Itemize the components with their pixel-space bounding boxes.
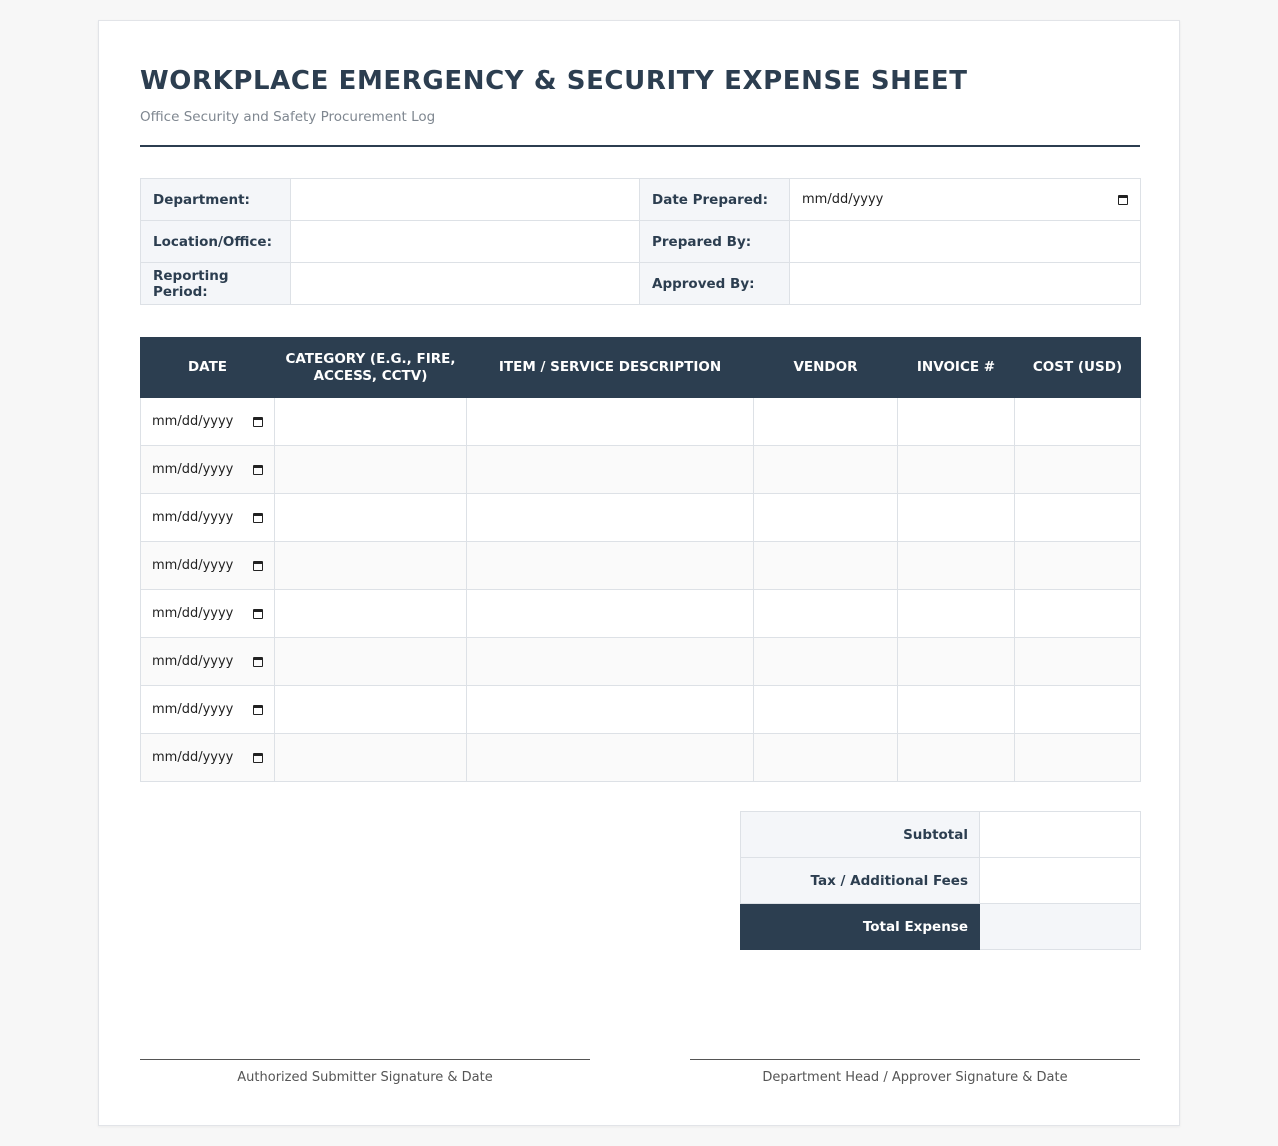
date-cell[interactable]: [141, 446, 275, 494]
row-date-value: mm/dd/yyyy: [152, 750, 234, 765]
calendar-icon[interactable]: [253, 465, 263, 475]
category-cell[interactable]: [275, 734, 467, 782]
column-header-vendor: VENDOR: [754, 338, 898, 398]
approved-by-field[interactable]: [790, 263, 1141, 305]
date-cell[interactable]: [141, 734, 275, 782]
category-cell[interactable]: [275, 542, 467, 590]
date-cell[interactable]: [141, 398, 275, 446]
calendar-icon[interactable]: [253, 417, 263, 427]
description-cell[interactable]: [467, 542, 754, 590]
row-date-value: mm/dd/yyyy: [152, 654, 234, 669]
date-prepared-field[interactable]: [790, 179, 1141, 221]
row-date-value: mm/dd/yyyy: [152, 702, 234, 717]
cost-cell[interactable]: [1015, 446, 1141, 494]
header-divider: [140, 145, 1140, 147]
table-row: [141, 446, 1141, 494]
row-date-value: mm/dd/yyyy: [152, 606, 234, 621]
row-date-value: mm/dd/yyyy: [152, 510, 234, 525]
page-subtitle: Office Security and Safety Procurement Log: [140, 109, 436, 125]
table-row: [141, 734, 1141, 782]
date-cell[interactable]: [141, 494, 275, 542]
vendor-cell[interactable]: [754, 398, 898, 446]
tax-field[interactable]: [980, 858, 1141, 904]
invoice-cell[interactable]: [898, 446, 1015, 494]
row-date-value: mm/dd/yyyy: [152, 414, 234, 429]
calendar-icon[interactable]: [253, 609, 263, 619]
description-cell[interactable]: [467, 398, 754, 446]
date-cell[interactable]: [141, 542, 275, 590]
info-table: [140, 178, 1141, 305]
location-field[interactable]: [291, 221, 640, 263]
reporting-period-field[interactable]: [291, 263, 640, 305]
cost-cell[interactable]: [1015, 542, 1141, 590]
submitter-signature-label: Authorized Submitter Signature & Date: [237, 1070, 493, 1085]
category-cell[interactable]: [275, 494, 467, 542]
description-cell[interactable]: [467, 494, 754, 542]
table-row: [141, 638, 1141, 686]
cost-cell[interactable]: [1015, 590, 1141, 638]
table-row: [141, 590, 1141, 638]
date-prepared-label: Date Prepared:: [640, 179, 790, 221]
cost-cell[interactable]: [1015, 734, 1141, 782]
description-cell[interactable]: [467, 590, 754, 638]
vendor-cell[interactable]: [754, 494, 898, 542]
subtotal-field[interactable]: [980, 812, 1141, 858]
description-cell[interactable]: [467, 734, 754, 782]
description-cell[interactable]: [467, 446, 754, 494]
table-row: [141, 542, 1141, 590]
calendar-icon[interactable]: [253, 561, 263, 571]
department-field[interactable]: [291, 179, 640, 221]
vendor-cell[interactable]: [754, 734, 898, 782]
cost-cell[interactable]: [1015, 638, 1141, 686]
column-header-description: ITEM / SERVICE DESCRIPTION: [467, 338, 754, 398]
column-header-cost: COST (USD): [1015, 338, 1141, 398]
approved-by-label: Approved By:: [640, 263, 790, 305]
invoice-cell[interactable]: [898, 398, 1015, 446]
row-date-value: mm/dd/yyyy: [152, 558, 234, 573]
calendar-icon[interactable]: [253, 705, 263, 715]
expense-sheet: [98, 20, 1180, 1126]
vendor-cell[interactable]: [754, 446, 898, 494]
prepared-by-field[interactable]: [790, 221, 1141, 263]
reporting-period-label: Reporting Period:: [141, 263, 291, 305]
category-cell[interactable]: [275, 398, 467, 446]
total-expense-field[interactable]: [980, 904, 1141, 950]
date-cell[interactable]: [141, 686, 275, 734]
department-label: Department:: [141, 179, 291, 221]
column-header-date: DATE: [141, 338, 275, 398]
calendar-icon[interactable]: [253, 657, 263, 667]
totals-table: [740, 811, 1141, 950]
table-row: [141, 494, 1141, 542]
date-prepared-value: mm/dd/yyyy: [802, 192, 884, 207]
calendar-icon[interactable]: [253, 753, 263, 763]
calendar-icon[interactable]: [253, 513, 263, 523]
category-cell[interactable]: [275, 638, 467, 686]
submitter-signature-line[interactable]: [140, 1059, 590, 1085]
invoice-cell[interactable]: [898, 686, 1015, 734]
tax-label: Tax / Additional Fees: [741, 858, 980, 904]
subtotal-label: Subtotal: [741, 812, 980, 858]
page-title: WORKPLACE EMERGENCY & SECURITY EXPENSE SHEET: [140, 66, 968, 96]
row-date-value: mm/dd/yyyy: [152, 462, 234, 477]
invoice-cell[interactable]: [898, 590, 1015, 638]
vendor-cell[interactable]: [754, 686, 898, 734]
description-cell[interactable]: [467, 686, 754, 734]
column-header-category: CATEGORY (E.G., FIRE, ACCESS, CCTV): [275, 338, 467, 398]
category-cell[interactable]: [275, 590, 467, 638]
invoice-cell[interactable]: [898, 638, 1015, 686]
invoice-cell[interactable]: [898, 542, 1015, 590]
category-cell[interactable]: [275, 686, 467, 734]
prepared-by-label: Prepared By:: [640, 221, 790, 263]
expense-table: [140, 337, 1141, 782]
approver-signature-label: Department Head / Approver Signature & Date: [762, 1070, 1068, 1085]
cost-cell[interactable]: [1015, 686, 1141, 734]
date-cell[interactable]: [141, 590, 275, 638]
table-row: [141, 686, 1141, 734]
approver-signature-line[interactable]: [690, 1059, 1140, 1085]
location-label: Location/Office:: [141, 221, 291, 263]
cost-cell[interactable]: [1015, 398, 1141, 446]
total-expense-label: Total Expense: [741, 904, 980, 950]
column-header-invoice: INVOICE #: [898, 338, 1015, 398]
calendar-icon[interactable]: [1118, 195, 1128, 205]
table-row: [141, 398, 1141, 446]
vendor-cell[interactable]: [754, 590, 898, 638]
vendor-cell[interactable]: [754, 638, 898, 686]
invoice-cell[interactable]: [898, 494, 1015, 542]
date-cell[interactable]: [141, 638, 275, 686]
category-cell[interactable]: [275, 446, 467, 494]
cost-cell[interactable]: [1015, 494, 1141, 542]
description-cell[interactable]: [467, 638, 754, 686]
vendor-cell[interactable]: [754, 542, 898, 590]
invoice-cell[interactable]: [898, 734, 1015, 782]
